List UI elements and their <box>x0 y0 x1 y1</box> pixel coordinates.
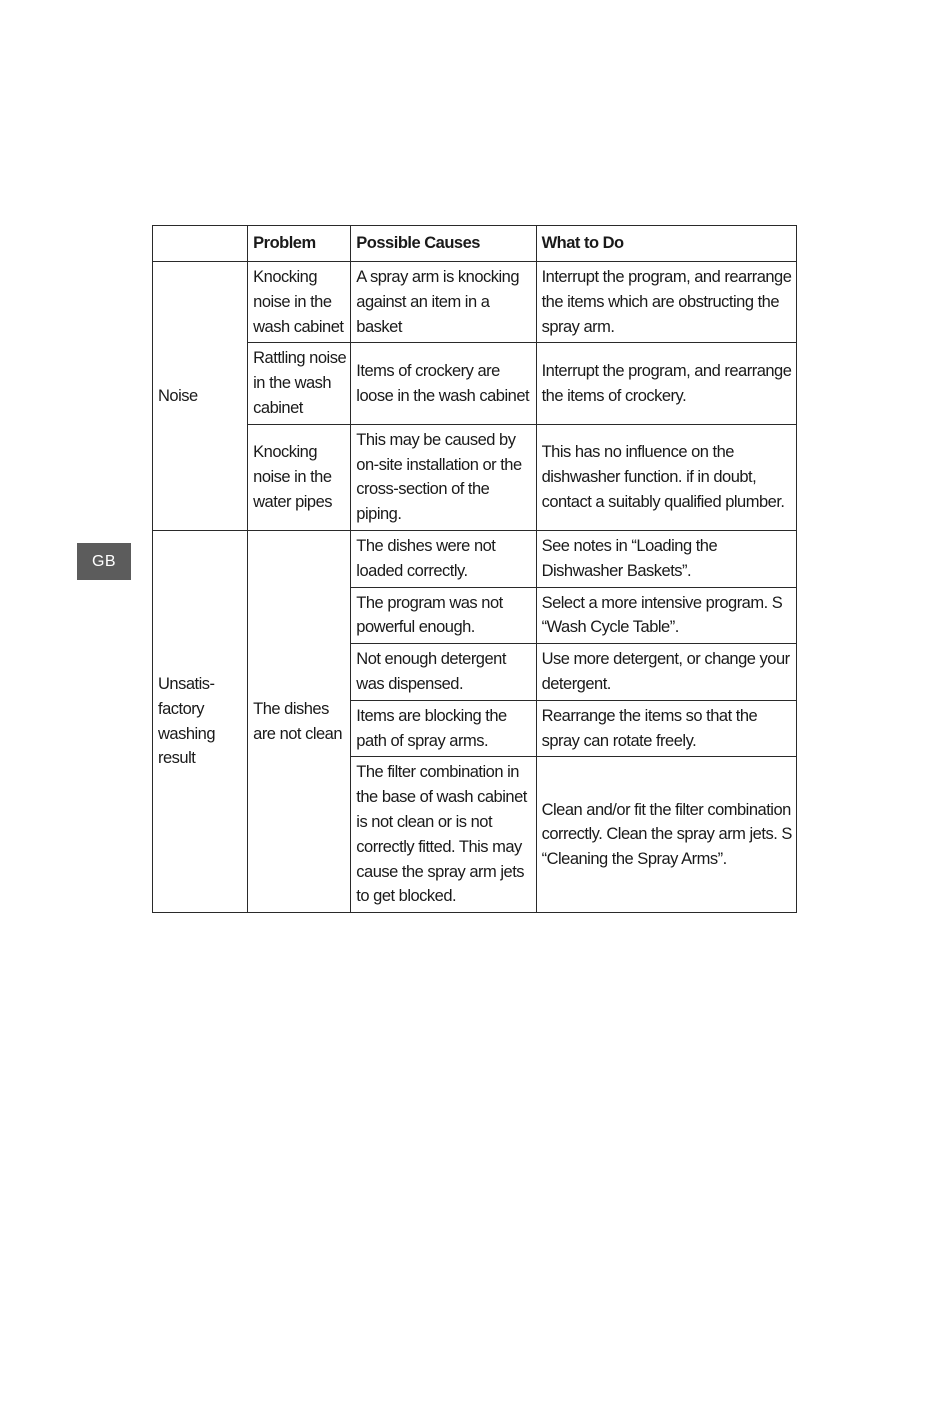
action-cell: Interrupt the program, and rearrange the items which are obstructing the spray arm. <box>536 262 796 343</box>
table-row <box>153 424 797 530</box>
problem-cell: Rattling noise in the wash cabinet <box>248 343 351 424</box>
cause-cell: The program was not powerful enough. <box>351 587 536 644</box>
action-cell: This has no influence on the dishwasher function. if in doubt, contact a suitably qualified plumber. <box>536 424 796 530</box>
action-cell: Select a more intensive program. S “Wash Cycle Table”. <box>536 587 796 644</box>
table-row <box>153 343 797 424</box>
cause-cell: This may be caused by on-site installation or the cross-section of the piping. <box>351 424 536 530</box>
table-header-row <box>153 226 797 262</box>
problem-cell: Knocking noise in the wash cabinet <box>248 262 351 343</box>
cause-cell: Items of crockery are loose in the wash cabinet <box>351 343 536 424</box>
action-cell: See notes in “Loading the Dishwasher Baskets”. <box>536 530 796 587</box>
cause-cell: A spray arm is knocking against an item in a basket <box>351 262 536 343</box>
category-washing-result: Unsatis-factory washing result <box>153 530 248 912</box>
action-cell: Use more detergent, or change your detergent. <box>536 644 796 701</box>
header-what-to-do: What to Do <box>536 226 796 262</box>
cause-cell: Items are blocking the path of spray arms. <box>351 700 536 757</box>
action-cell: Interrupt the program, and rearrange the items of crockery. <box>536 343 796 424</box>
language-tab-label: GB <box>91 552 117 570</box>
cause-cell: The filter combination in the base of wash cabinet is not clean or is not correctly fitted. This may cause the spray arm jets to get blocked. <box>351 757 536 913</box>
action-cell: Rearrange the items so that the spray can rotate freely. <box>536 700 796 757</box>
troubleshooting-table <box>152 225 797 913</box>
header-category <box>153 226 248 262</box>
table-row <box>153 530 797 587</box>
action-cell: Clean and/or fit the filter combination correctly. Clean the spray arm jets. S “Cleaning the Spray Arms”. <box>536 757 796 913</box>
table-row <box>153 262 797 343</box>
problem-cell: The dishes are not clean <box>248 530 351 912</box>
header-problem: Problem <box>248 226 351 262</box>
problem-cell: Knocking noise in the water pipes <box>248 424 351 530</box>
header-possible-causes: Possible Causes <box>351 226 536 262</box>
category-noise: Noise <box>153 262 248 531</box>
cause-cell: Not enough detergent was dispensed. <box>351 644 536 701</box>
cause-cell: The dishes were not loaded correctly. <box>351 530 536 587</box>
language-tab <box>77 543 131 580</box>
